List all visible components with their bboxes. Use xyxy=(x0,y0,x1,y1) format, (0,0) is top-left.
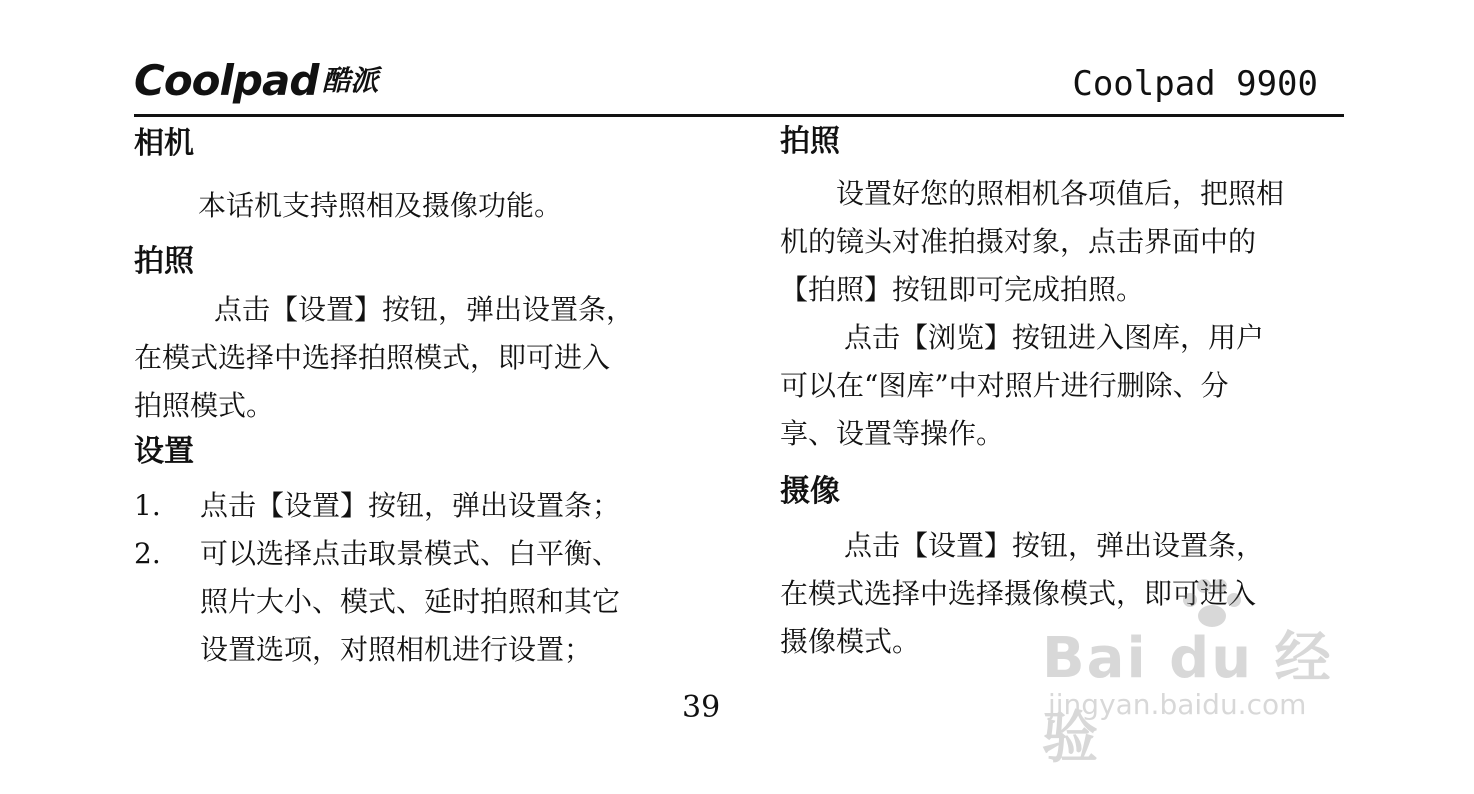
watermark-url: jingyan.baidu.com xyxy=(1048,688,1307,721)
browse-paragraph-line: 点击【浏览】按钮进入图库，用户 xyxy=(844,321,1265,354)
photo-line-3: 拍照模式。 xyxy=(134,389,275,422)
video-paragraph-line: 在模式选择中选择摄像模式，即可进入 xyxy=(780,577,1257,610)
heading-settings: 设置 xyxy=(134,434,194,469)
coolpad-logo xyxy=(134,54,379,105)
watermark-logo: Bai du 经验 xyxy=(1042,626,1333,771)
list-text: 照片大小、模式、延时拍照和其它 xyxy=(200,585,621,618)
list-number: 2. xyxy=(134,537,161,570)
heading-photo-right: 拍照 xyxy=(780,124,840,159)
photo-paragraph-line: 设置好您的照相机各项值后，把照相 xyxy=(836,177,1285,210)
section-title-camera: 相机 xyxy=(134,126,194,161)
list-text: 可以选择点击取景模式、白平衡、 xyxy=(200,537,621,570)
list-text: 点击【设置】按钮，弹出设置条； xyxy=(200,489,621,522)
model-name: Coolpad 9900 xyxy=(1072,64,1318,104)
list-text: 设置选项，对照相机进行设置； xyxy=(200,633,593,666)
list-item xyxy=(134,530,704,674)
browse-paragraph-line: 可以在“图库”中对照片进行删除、分 xyxy=(780,369,1229,402)
browse-paragraph-line: 享、设置等操作。 xyxy=(780,417,1005,450)
heading-photo: 拍照 xyxy=(134,244,194,279)
intro-text: 本话机支持照相及摄像功能。 xyxy=(198,189,563,222)
heading-video: 摄像 xyxy=(780,474,840,509)
list-number: 1. xyxy=(134,489,161,522)
photo-line-2: 在模式选择中选择拍照模式，即可进入 xyxy=(134,341,611,374)
header-divider xyxy=(134,114,1344,117)
video-paragraph-line: 摄像模式。 xyxy=(780,625,921,658)
photo-paragraph-line: 机的镜头对准拍摄对象，点击界面中的 xyxy=(780,225,1257,258)
photo-paragraph-line: 【拍照】按钮即可完成拍照。 xyxy=(780,273,1145,306)
photo-line-1: 点击【设置】按钮，弹出设置条， xyxy=(214,293,635,326)
brand-name-cn: 酷派 xyxy=(322,64,379,97)
baidu-watermark xyxy=(1042,606,1382,771)
video-paragraph-line: 点击【设置】按钮，弹出设置条， xyxy=(844,529,1265,562)
right-column xyxy=(780,120,1350,666)
left-column xyxy=(134,120,704,674)
page-number: 39 xyxy=(682,690,721,725)
brand-name: Coolpad xyxy=(134,56,319,105)
list-item xyxy=(134,482,704,530)
